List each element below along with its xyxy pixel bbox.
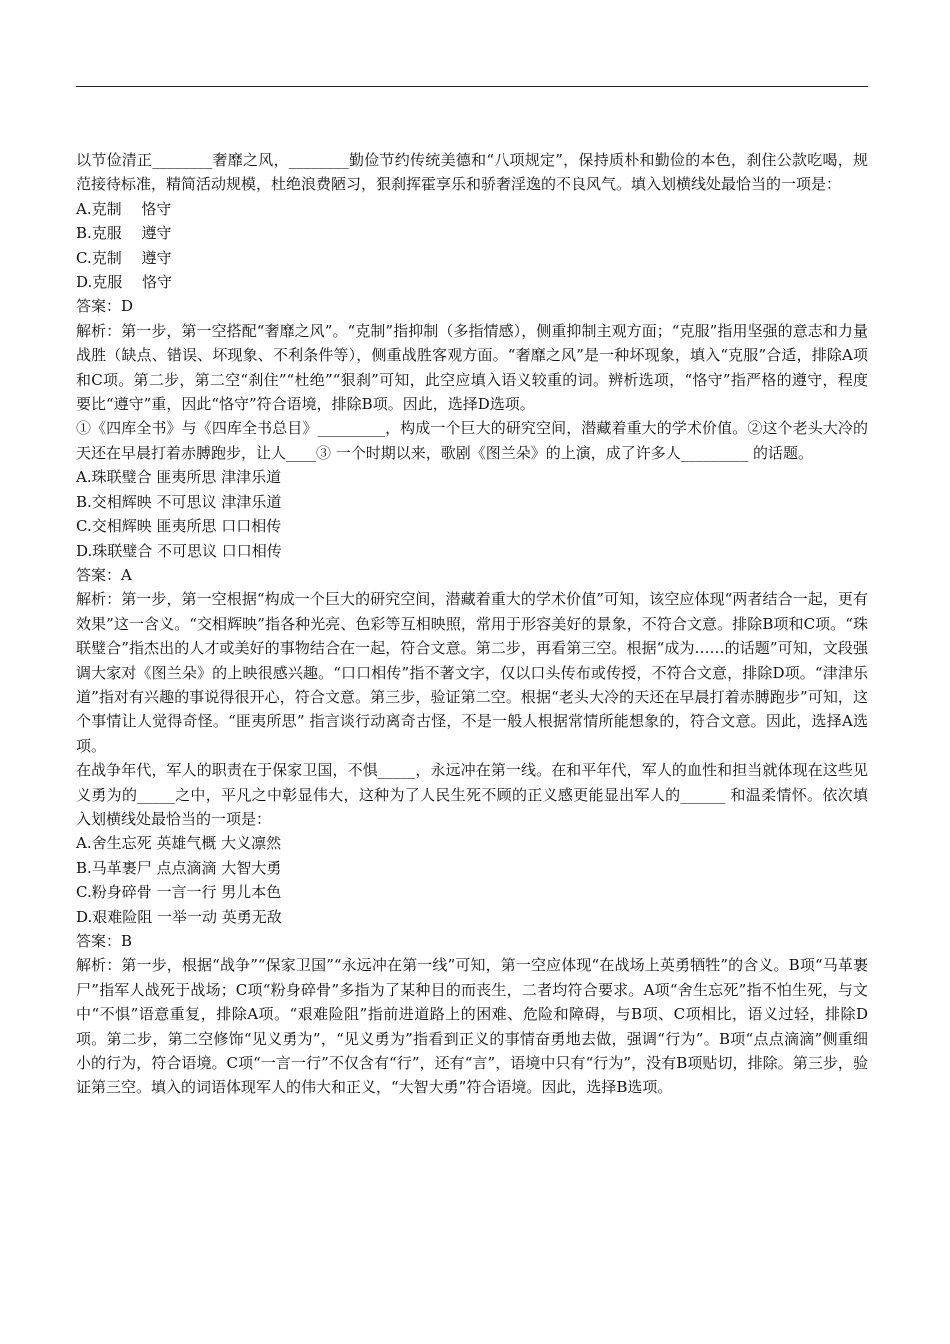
option-c: C.克制 遵守: [76, 248, 172, 267]
option-c: C.粉身碎骨 一言一行 男儿本色: [76, 883, 282, 902]
question-stem: ①《四库全书》与《四库全书总目》_________，构成一个巨大的研究空间，潜藏着重大的学术价值。②这个老头大冷的天还在早晨打着赤膊跑步，让人____③ 一个时期以来，歌剧《图兰朵》的上演，成了许多人_________ 的话题。: [76, 419, 868, 462]
question-stem: 在战争年代，军人的职责在于保家卫国，不惧_____，永远冲在第一线。在和平年代，军人的血性和担当就体现在这些见义勇为的_____之中，平凡之中彰显伟大，这种为了人民生死不顾的正义感更能显出军人的______ 和温柔情怀。依次填入划横线处最恰当的一项是：: [76, 761, 868, 828]
analysis: 解析：第一步，第一空搭配“奢靡之风”。“克制”指抑制（多指情感），侧重抑制主观方面；“克服”指用坚强的意志和力量战胜（缺点、错误、坏现象、不利条件等），侧重战胜客观方面。“奢靡之风”是一种坏现象，填入“克服”合适，排除A项和C项。第二步，第二空“刹住”“杜绝”“狠刹”可知，此空应填入语义较重的词。辨析选项，“恪守”指严格的遵守，程度要比“遵守”重，因此“恪守”符合语境，排除B项。因此，选择D选项。: [76, 321, 868, 414]
answer: 答案：B: [76, 932, 133, 950]
option-c: C.交相辉映 匪夷所思 口口相传: [76, 517, 282, 536]
option-d: D.艰难险阻 一举一动 英勇无敌: [76, 907, 282, 926]
question-stem: 以节俭清正________奢靡之风，________勤俭节约传统美德和“八项规定”，保持质朴和勤俭的本色，刹住公款吃喝，规范接待标准，精简活动规模，杜绝浪费陋习，狠刹挥霍享乐和骄奢淫逸的不良风气。填入划横线处最恰当的一项是：: [76, 151, 868, 194]
question-1: [76, 148, 868, 416]
analysis: 解析：第一步，第一空根据“构成一个巨大的研究空间，潜藏着重大的学术价值”可知，该空应体现“两者结合一起，更有效果”这一含义。“交相辉映”指各种光亮、色彩等互相映照，常用于形容美好的景象，不符合文意。排除B项和C项。“珠联璧合”指杰出的人才或美好的事物结合在一起，符合文意。第二步，再看第三空。根据“成为……的话题”可知，文段强调大家对《图兰朵》的上映很感兴趣。“口口相传”指不著文字，仅以口头传布或传授，不符合文意，排除D项。“津津乐道”指对有兴趣的事说得很开心，符合文意。第三步，验证第二空。根据“老头大冷的天还在早晨打着赤膊跑步”可知，这个事情让人觉得奇怪。“匪夷所思” 指言谈行动离奇古怪，不是一般人根据常情所能想象的，符合文意。因此，选择A选项。: [76, 590, 868, 755]
question-3: [76, 758, 868, 1100]
option-d: D.克服 恪守: [76, 273, 173, 292]
answer: 答案：A: [76, 565, 132, 584]
option-b: B.交相辉映 不可思议 津津乐道: [76, 492, 282, 511]
analysis: 解析：第一步，根据“战争”“保家卫国”“永远冲在第一线”可知，第一空应体现“在战场上英勇牺牲”的含义。B项“马革裹尸”指军人战死于战场；C项“粉身碎骨”多指为了某种目的而丧生，二者均符合要求。A项“舍生忘死”指不怕生死，与文中“不惧”语意重复，排除A项。“艰难险阻”指前进道路上的困难、危险和障碍，与B项、C项相比，语义过轻，排除D项。第二步，第二空修饰“见义勇为”，“见义勇为”指看到正义的事情奋勇地去做，强调“行为”。B项“点点滴滴”侧重细小的行为，符合语境。C项“一言一行”不仅含有“行”，还有“言”，语境中只有“行为”，没有B项贴切，排除。第三步，验证第三空。填入的词语体现军人的伟大和正义，“大智大勇”符合语境。因此，选择B选项。: [76, 956, 868, 1097]
document-body: [76, 148, 868, 1100]
header-rule: [76, 86, 868, 87]
option-a: A.舍生忘死 英雄气概 大义凛然: [76, 834, 282, 853]
option-b: B.马革裹尸 点点滴滴 大智大勇: [76, 858, 282, 877]
option-a: A.珠联璧合 匪夷所思 津津乐道: [76, 468, 282, 487]
option-d: D.珠联璧合 不可思议 口口相传: [76, 541, 282, 560]
question-2: [76, 416, 868, 758]
option-b: B.克服 遵守: [76, 224, 172, 243]
option-a: A.克制 恪守: [76, 199, 172, 218]
answer: 答案：D: [76, 297, 134, 316]
